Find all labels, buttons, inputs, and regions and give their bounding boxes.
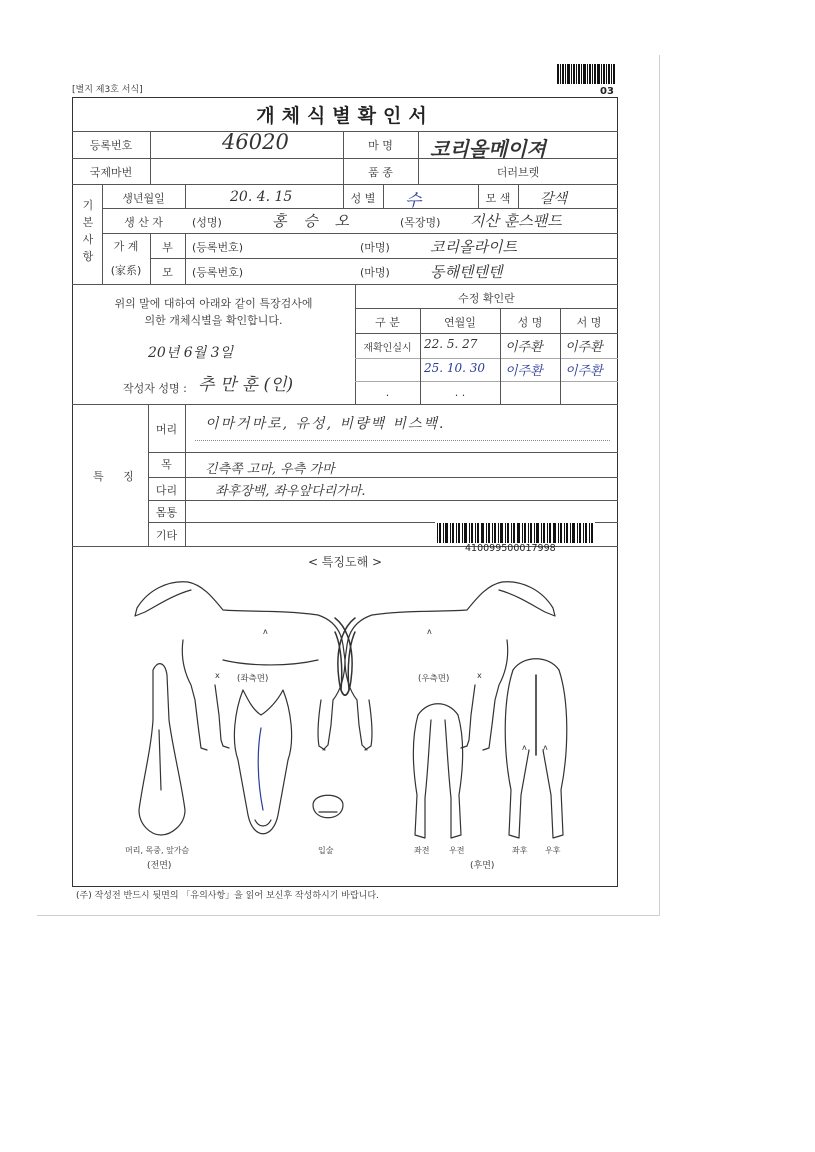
form-label: [별지 제3호 서식] bbox=[72, 85, 143, 95]
feature-neck-label: 목 bbox=[161, 458, 172, 471]
breeder-label: 생 산 자 bbox=[124, 216, 163, 229]
feature-barcode-number: 410099500017998 bbox=[465, 543, 556, 554]
svg-text:ʌ: ʌ bbox=[427, 627, 432, 636]
revision-title: 수정 확인란 bbox=[458, 292, 515, 305]
horse-name-label: 마 명 bbox=[368, 139, 393, 152]
svg-text:ʌ: ʌ bbox=[543, 743, 548, 752]
hind-legs-icon bbox=[505, 659, 567, 838]
writer-signature: 추 만 훈 (인) bbox=[198, 375, 294, 395]
divider bbox=[72, 284, 618, 285]
divider bbox=[355, 358, 618, 359]
feature-neck-value: 긴측쪽 고마, 우측 가마 bbox=[205, 462, 335, 477]
reg-no-label: 등록번호 bbox=[89, 139, 133, 152]
revision-row-1-type: 재확인실시 bbox=[363, 343, 412, 354]
sire-name-label: (마명) bbox=[360, 241, 390, 254]
feature-legs-value: 좌후장백, 좌우앞다리가마. bbox=[215, 484, 366, 499]
rear-view-label: (후면) bbox=[470, 861, 495, 871]
document-title: 개체식별확인서 bbox=[256, 105, 434, 127]
basic-info-label-3: 사 bbox=[82, 233, 94, 246]
breeder-name-label: (성명) bbox=[192, 216, 222, 229]
farm-value: 지산 훈스팬드 bbox=[470, 212, 562, 230]
svg-text:x: x bbox=[477, 671, 482, 680]
footnote: (주) 작성전 반드시 뒷면의 「유의사항」을 읽어 보신후 작성하시기 바랍니다. bbox=[76, 891, 379, 901]
dam-name-label: (마명) bbox=[360, 266, 390, 279]
revision-header-sign: 서 명 bbox=[576, 316, 602, 329]
lip-label: 입술 bbox=[318, 846, 334, 855]
revision-row-1-date: 22. 5. 27 bbox=[424, 337, 478, 351]
divider bbox=[518, 184, 519, 208]
statement-line-2: 의한 개체식별을 확인합니다. bbox=[144, 314, 283, 327]
dam-label: 모 bbox=[162, 266, 173, 279]
revision-row-1-name: 이주환 bbox=[505, 340, 543, 355]
pedigree-label: 가 계 bbox=[113, 240, 139, 253]
svg-text:ʌ: ʌ bbox=[522, 743, 527, 752]
sex-label: 성 별 bbox=[350, 192, 376, 205]
top-barcode-icon bbox=[557, 64, 615, 84]
breed-value: 더러브렛 bbox=[496, 166, 540, 179]
divider bbox=[148, 500, 618, 501]
writer-label: 작성자 성명 : bbox=[123, 382, 187, 395]
feature-legs-label: 다리 bbox=[155, 484, 178, 497]
right-fore-label: 우전 bbox=[449, 846, 465, 855]
statement-line-1: 위의 말에 대하여 아래와 같이 특장검사에 bbox=[114, 297, 313, 310]
left-view-label: (좌측면) bbox=[237, 674, 269, 684]
basic-info-label-1: 기 bbox=[82, 199, 94, 212]
revision-header-name: 성 명 bbox=[517, 316, 543, 329]
divider bbox=[150, 131, 151, 184]
left-fore-label: 좌전 bbox=[414, 846, 430, 855]
sire-label: 부 bbox=[162, 241, 173, 254]
divider bbox=[72, 184, 618, 185]
svg-text:x: x bbox=[215, 671, 220, 680]
divider bbox=[185, 404, 186, 546]
divider bbox=[185, 184, 186, 208]
divider bbox=[148, 452, 618, 453]
front-caption: 머리, 목중, 앞가슴 bbox=[125, 846, 190, 855]
lip-icon bbox=[313, 795, 343, 818]
intl-no-label: 국제마번 bbox=[89, 166, 133, 179]
features-section-label: 특 징 bbox=[93, 470, 142, 483]
front-neck-icon bbox=[139, 664, 185, 835]
horse-markings-diagram bbox=[73, 550, 617, 880]
divider bbox=[355, 381, 618, 382]
right-hind-label: 우후 bbox=[545, 846, 561, 855]
pedigree-hanja: (家系) bbox=[110, 264, 142, 277]
divider bbox=[185, 233, 186, 284]
sire-name-value: 코리올라이트 bbox=[430, 238, 517, 256]
dam-name-value: 동해텐텐텐 bbox=[430, 263, 503, 281]
feature-barcode-icon bbox=[435, 522, 595, 544]
divider bbox=[72, 131, 618, 132]
divider bbox=[72, 404, 618, 405]
left-hind-label: 좌후 bbox=[512, 846, 528, 855]
front-view-label: (전면) bbox=[147, 861, 172, 871]
divider bbox=[102, 233, 618, 234]
revision-header-type: 구 분 bbox=[375, 316, 400, 329]
coat-value: 갈색 bbox=[540, 191, 568, 207]
feature-head-label: 머리 bbox=[155, 423, 178, 436]
writing-line bbox=[195, 440, 610, 441]
right-side-horse-icon bbox=[338, 582, 555, 750]
top-barcode-number: 03 bbox=[600, 86, 614, 97]
revision-row-3-date: . . bbox=[454, 386, 466, 399]
sex-value: 수 bbox=[405, 191, 422, 211]
sire-reg-label: (등록번호) bbox=[192, 241, 244, 254]
divider bbox=[355, 308, 618, 309]
revision-row-3-type: . bbox=[385, 386, 390, 399]
basic-info-label-4: 항 bbox=[82, 250, 94, 263]
confirmation-date: 20년 6월 3일 bbox=[148, 345, 234, 361]
basic-info-label-2: 본 bbox=[82, 216, 94, 229]
revision-row-2-date: 25. 10. 30 bbox=[424, 361, 486, 375]
revision-row-2-sign: 이주환 bbox=[565, 364, 603, 379]
breed-label: 품 종 bbox=[368, 166, 393, 179]
left-side-horse-icon bbox=[135, 582, 352, 750]
divider bbox=[383, 184, 384, 208]
revision-row-2-name: 이주환 bbox=[505, 364, 543, 379]
farm-label: (목장명) bbox=[400, 216, 441, 229]
divider bbox=[102, 208, 618, 209]
svg-text:ʌ: ʌ bbox=[263, 627, 268, 636]
divider bbox=[355, 333, 618, 334]
feature-other-label: 기타 bbox=[155, 529, 178, 542]
feature-head-value: 이마거마로, 유성, 비량백 비스백. bbox=[205, 416, 446, 432]
reg-no-value: 46020 bbox=[222, 130, 289, 154]
revision-row-1-sign: 이주환 bbox=[565, 340, 603, 355]
coat-label: 모 색 bbox=[485, 192, 511, 205]
fore-legs-icon bbox=[413, 704, 462, 838]
diagram-title: < 특징도해 > bbox=[307, 555, 383, 569]
breeder-name-value: 홍 승 오 bbox=[272, 212, 356, 230]
birth-label: 생년월일 bbox=[122, 192, 165, 205]
front-face-icon bbox=[234, 690, 291, 834]
divider bbox=[148, 477, 618, 478]
feature-body-label: 몸통 bbox=[155, 506, 178, 519]
birth-value: 20. 4. 15 bbox=[230, 189, 293, 205]
dam-reg-label: (등록번호) bbox=[192, 266, 244, 279]
divider bbox=[150, 258, 618, 259]
right-view-label: (우측면) bbox=[418, 674, 450, 684]
revision-header-date: 연월일 bbox=[444, 316, 476, 329]
horse-name-value: 코리올메이져 bbox=[430, 137, 546, 161]
